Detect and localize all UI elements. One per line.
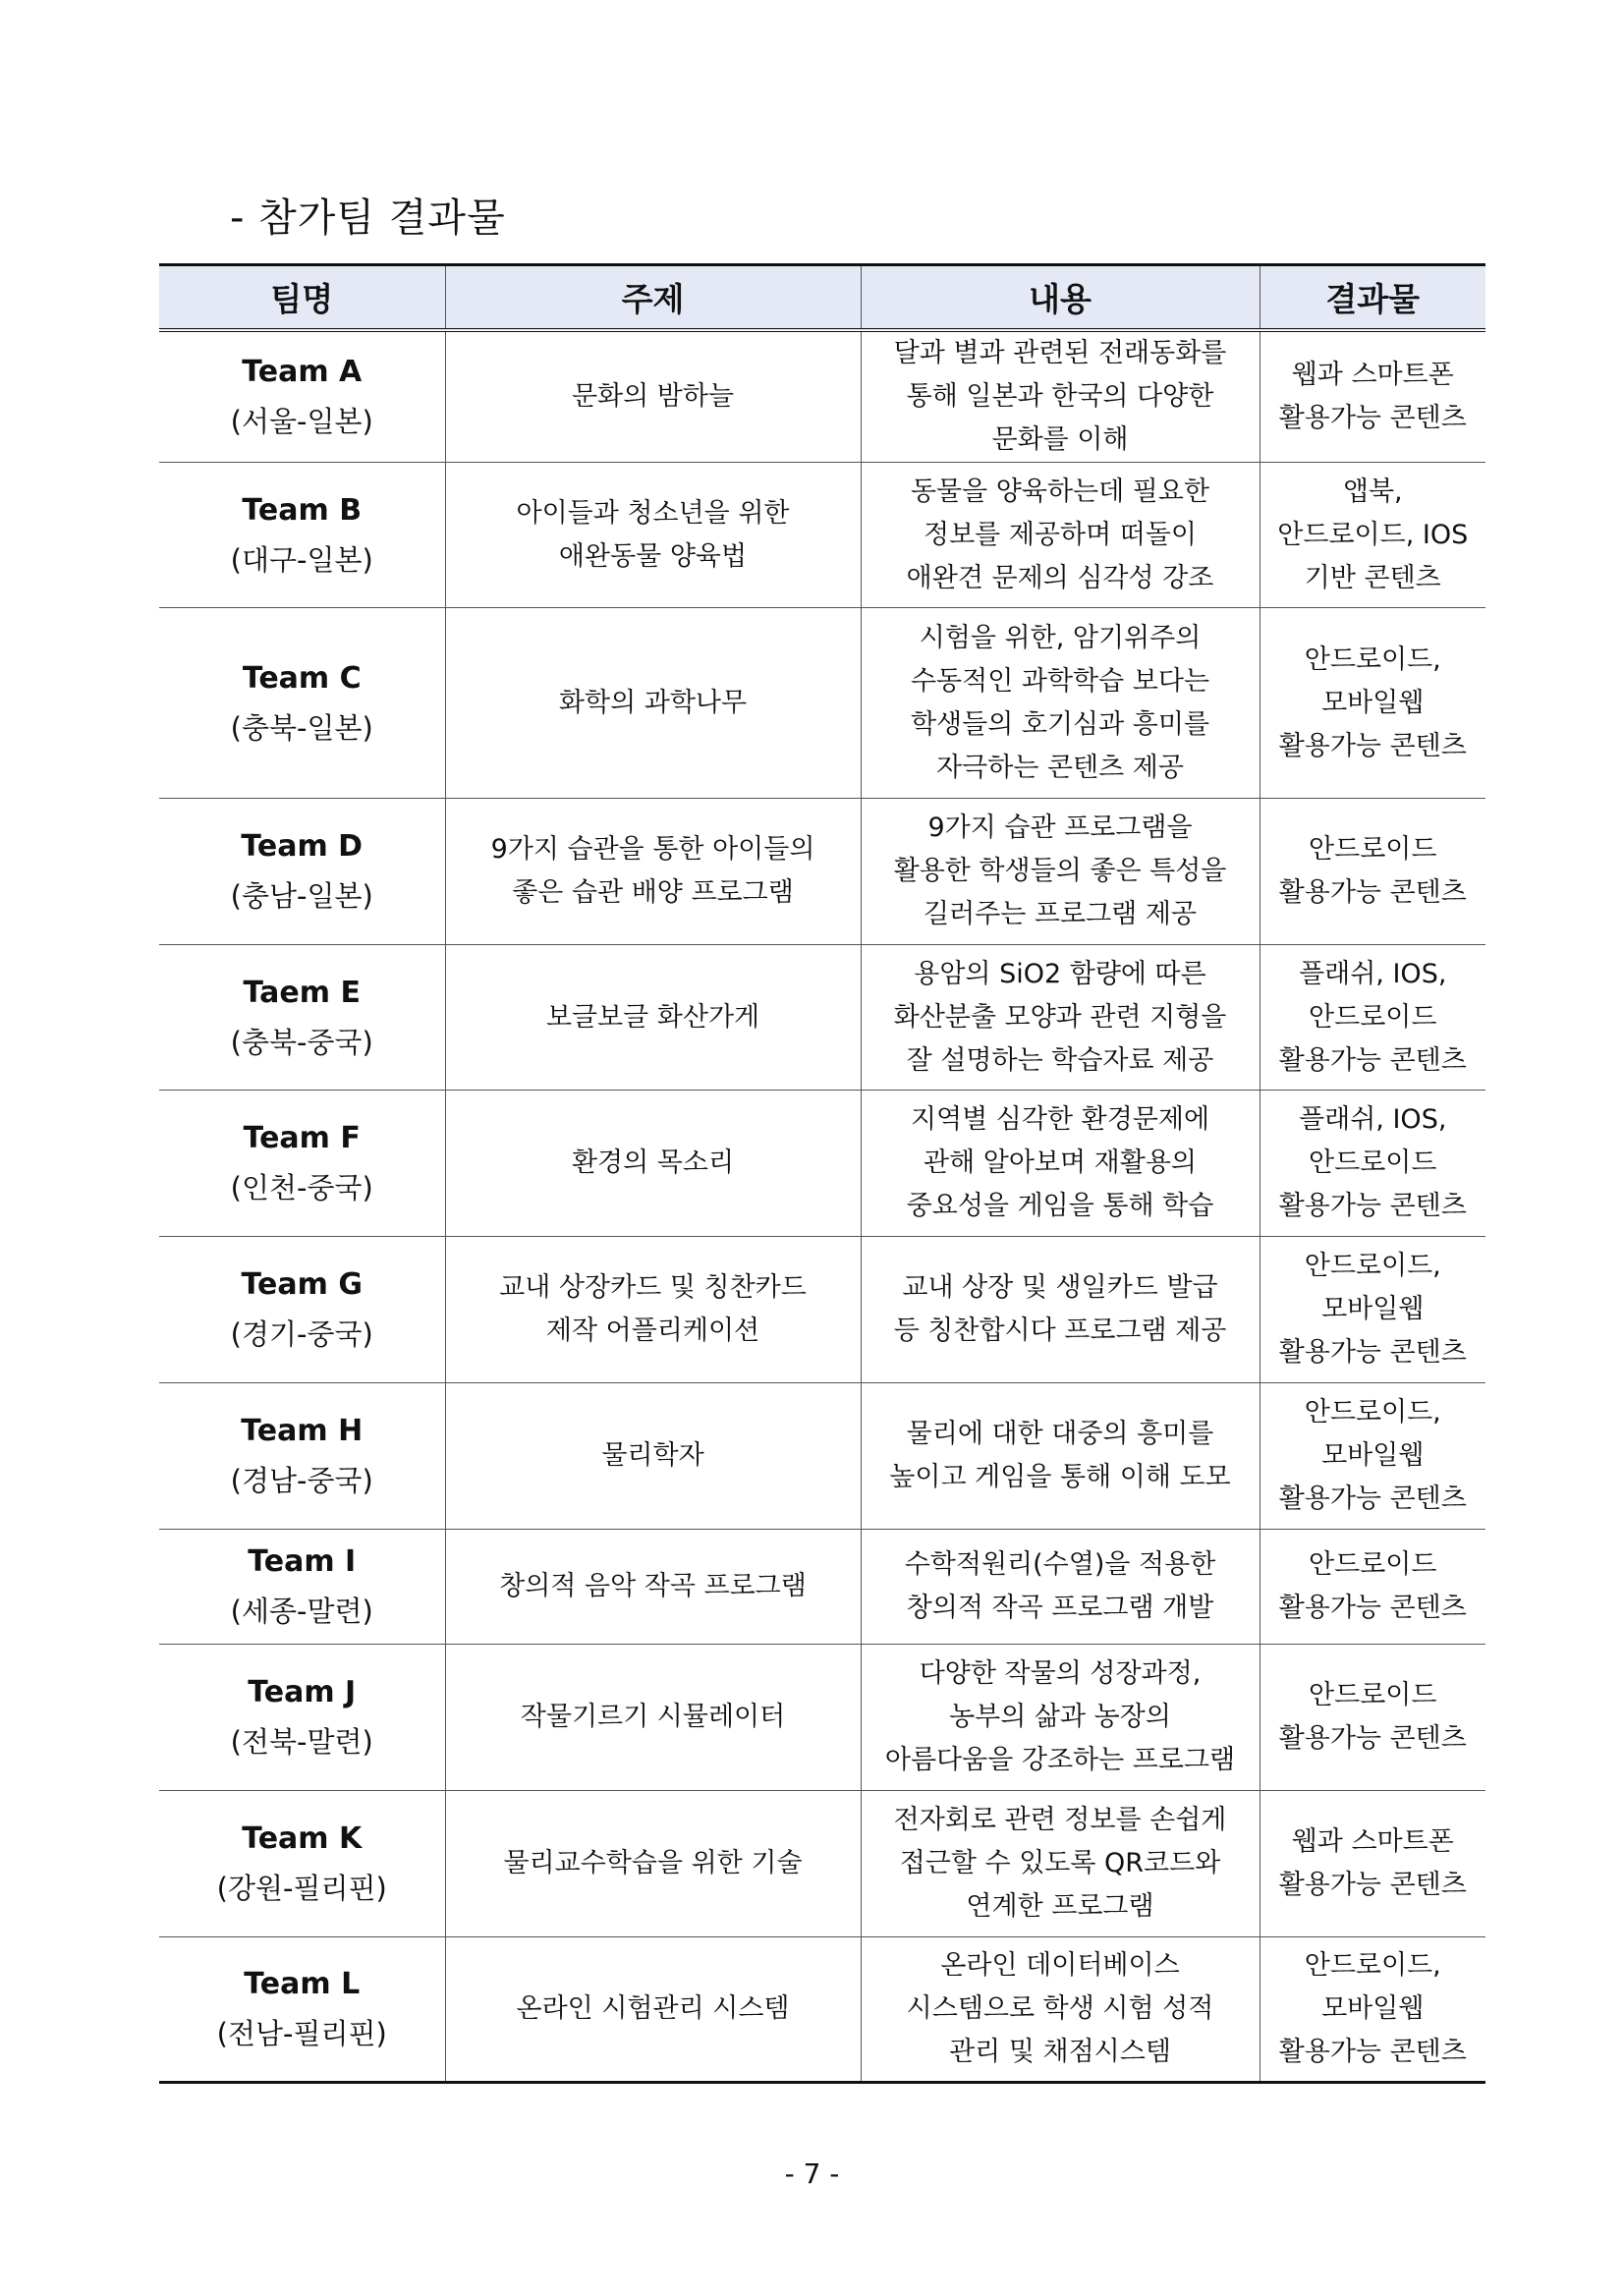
topic-cell bbox=[445, 330, 861, 463]
team-name: Team K bbox=[242, 1821, 363, 1856]
content-cell bbox=[861, 1091, 1260, 1237]
page-number: - 7 - bbox=[784, 2157, 840, 2190]
content-cell bbox=[861, 1237, 1260, 1383]
output-line: 안드로이드, bbox=[1304, 644, 1441, 675]
table-row bbox=[159, 945, 1485, 1091]
content-line: 교내 상장 및 생일카드 발급 bbox=[902, 1272, 1218, 1303]
output-line: 활용가능 콘텐츠 bbox=[1278, 877, 1467, 908]
output-cell bbox=[1260, 1237, 1485, 1383]
team-name: Taem E bbox=[243, 975, 361, 1010]
team-cell bbox=[159, 1091, 445, 1237]
topic-line: 보글보글 화산가게 bbox=[545, 1001, 760, 1033]
content-line: 중요성을 게임을 통해 학습 bbox=[906, 1191, 1214, 1221]
topic-cell bbox=[445, 799, 861, 945]
team-cell bbox=[159, 1383, 445, 1530]
team-name: Team L bbox=[244, 1967, 361, 2001]
table-row bbox=[159, 799, 1485, 945]
output-line: 활용가능 콘텐츠 bbox=[1278, 730, 1467, 761]
content-line: 다양한 작물의 성장과정, bbox=[919, 1658, 1202, 1689]
topic-line: 화학의 과학나무 bbox=[558, 687, 748, 718]
team-cell bbox=[159, 608, 445, 799]
output-line: 모바일웹 bbox=[1321, 1294, 1425, 1324]
team-region: (충북-중국) bbox=[230, 1025, 373, 1059]
content-cell bbox=[861, 945, 1260, 1091]
table-row bbox=[159, 1091, 1485, 1237]
output-line: 웹과 스마트폰 bbox=[1291, 359, 1454, 390]
table-row bbox=[159, 1530, 1485, 1645]
output-cell bbox=[1260, 945, 1485, 1091]
content-line: 수동적인 과학학습 보다는 bbox=[910, 665, 1210, 697]
team-name: Team H bbox=[241, 1414, 364, 1448]
content-cell bbox=[861, 463, 1260, 608]
output-cell bbox=[1260, 608, 1485, 799]
output-line: 활용가능 콘텐츠 bbox=[1278, 1044, 1467, 1076]
content-line: 자극하는 콘텐츠 제공 bbox=[936, 752, 1184, 783]
content-line: 물리에 대한 대중의 흥미를 bbox=[906, 1419, 1214, 1449]
table-row bbox=[159, 463, 1485, 608]
content-line: 연계한 프로그램 bbox=[966, 1891, 1154, 1922]
content-line: 높이고 게임을 통해 이해 도모 bbox=[889, 1462, 1231, 1492]
team-cell bbox=[159, 330, 445, 463]
content-line: 접근할 수 있도록 QR코드와 bbox=[899, 1848, 1221, 1878]
topic-line: 아이들과 청소년을 위한 bbox=[516, 497, 790, 529]
content-cell bbox=[861, 330, 1260, 463]
team-name: Team J bbox=[248, 1675, 357, 1709]
table-row bbox=[159, 1383, 1485, 1530]
content-cell bbox=[861, 799, 1260, 945]
topic-cell bbox=[445, 1091, 861, 1237]
content-line: 동물을 양육하는데 필요한 bbox=[910, 476, 1210, 507]
topic-cell bbox=[445, 1645, 861, 1791]
header-topic: 주제 bbox=[445, 265, 861, 330]
output-line: 활용가능 콘텐츠 bbox=[1278, 402, 1467, 433]
content-cell bbox=[861, 608, 1260, 799]
topic-line: 창의적 음악 작곡 프로그램 bbox=[499, 1571, 807, 1601]
content-line: 창의적 작곡 프로그램 개발 bbox=[906, 1593, 1214, 1623]
content-line: 지역별 심각한 환경문제에 bbox=[910, 1104, 1210, 1135]
header-content: 내용 bbox=[861, 265, 1260, 330]
content-line: 학생들의 호기심과 흥미를 bbox=[910, 708, 1210, 740]
content-line: 시스템으로 학생 시험 성적 bbox=[906, 1993, 1214, 2024]
output-line: 활용가능 콘텐츠 bbox=[1278, 1337, 1467, 1368]
output-cell bbox=[1260, 1091, 1485, 1237]
output-line: 플래쉬, IOS, bbox=[1299, 958, 1447, 989]
output-line: 안드로이드 bbox=[1309, 1549, 1437, 1580]
section-heading: - 참가팀 결과물 bbox=[230, 196, 506, 241]
output-line: 활용가능 콘텐츠 bbox=[1278, 1484, 1467, 1514]
output-cell bbox=[1260, 1645, 1485, 1791]
output-line: 기반 콘텐츠 bbox=[1304, 562, 1441, 593]
topic-line: 9가지 습관을 통한 아이들의 bbox=[490, 834, 815, 865]
content-line: 온라인 데이터베이스 bbox=[940, 1950, 1180, 1981]
output-line: 웹과 스마트폰 bbox=[1291, 1826, 1454, 1857]
team-cell bbox=[159, 1237, 445, 1383]
content-cell bbox=[861, 1937, 1260, 2083]
output-line: 안드로이드, bbox=[1304, 1950, 1441, 1981]
team-region: (인천-중국) bbox=[230, 1171, 373, 1204]
topic-cell bbox=[445, 945, 861, 1091]
output-cell bbox=[1260, 1937, 1485, 2083]
output-cell bbox=[1260, 463, 1485, 608]
output-line: 안드로이드 bbox=[1309, 1001, 1437, 1033]
content-line: 화산분출 모양과 관련 지형을 bbox=[893, 1001, 1227, 1033]
team-name: Team G bbox=[241, 1267, 363, 1302]
output-cell bbox=[1260, 1530, 1485, 1645]
content-line: 등 칭찬합시다 프로그램 제공 bbox=[893, 1316, 1227, 1346]
table-row bbox=[159, 1937, 1485, 2083]
team-cell bbox=[159, 1530, 445, 1645]
topic-cell bbox=[445, 1791, 861, 1937]
team-name: Team A bbox=[242, 354, 363, 389]
team-cell bbox=[159, 799, 445, 945]
topic-cell bbox=[445, 608, 861, 799]
output-cell bbox=[1260, 330, 1485, 463]
content-line: 농부의 삶과 농장의 bbox=[949, 1702, 1171, 1732]
results-table bbox=[159, 263, 1485, 2084]
topic-line: 물리교수학습을 위한 기술 bbox=[503, 1848, 803, 1878]
output-line: 플래쉬, IOS, bbox=[1299, 1104, 1447, 1135]
output-line: 활용가능 콘텐츠 bbox=[1278, 1593, 1467, 1623]
content-line: 9가지 습관 프로그램을 bbox=[927, 812, 1193, 843]
content-line: 관해 알아보며 재활용의 bbox=[924, 1148, 1197, 1178]
output-line: 모바일웹 bbox=[1321, 1440, 1425, 1471]
output-line: 안드로이드, bbox=[1304, 1397, 1441, 1428]
team-cell bbox=[159, 1645, 445, 1791]
content-cell bbox=[861, 1530, 1260, 1645]
output-line: 모바일웹 bbox=[1321, 687, 1425, 718]
team-name: Team C bbox=[242, 660, 362, 696]
content-line: 달과 별과 관련된 전래동화를 bbox=[893, 337, 1227, 368]
content-line: 활용한 학생들의 좋은 특성을 bbox=[893, 856, 1227, 886]
output-cell bbox=[1260, 1383, 1485, 1530]
topic-cell bbox=[445, 1937, 861, 2083]
output-cell bbox=[1260, 1791, 1485, 1937]
header-output: 결과물 bbox=[1260, 265, 1485, 330]
team-region: (서울-일본) bbox=[230, 404, 373, 438]
table-body bbox=[159, 330, 1485, 2083]
topic-cell bbox=[445, 1237, 861, 1383]
content-cell bbox=[861, 1645, 1260, 1791]
team-cell bbox=[159, 463, 445, 608]
output-line: 활용가능 콘텐츠 bbox=[1278, 1723, 1467, 1754]
topic-cell bbox=[445, 1530, 861, 1645]
content-line: 용암의 SiO2 함량에 따른 bbox=[914, 958, 1206, 989]
topic-cell bbox=[445, 1383, 861, 1530]
team-name: Team I bbox=[248, 1544, 357, 1579]
team-region: (경기-중국) bbox=[230, 1317, 373, 1351]
team-region: (전남-필리핀) bbox=[216, 2017, 387, 2050]
topic-line: 좋은 습관 배양 프로그램 bbox=[512, 877, 794, 908]
content-cell bbox=[861, 1383, 1260, 1530]
content-line: 애완견 문제의 심각성 강조 bbox=[906, 562, 1214, 593]
team-region: (대구-일본) bbox=[230, 542, 373, 577]
output-line: 활용가능 콘텐츠 bbox=[1278, 2037, 1467, 2067]
content-line: 잘 설명하는 학습자료 제공 bbox=[906, 1044, 1214, 1076]
topic-cell bbox=[445, 463, 861, 608]
team-name: Team F bbox=[243, 1121, 361, 1155]
team-region: (강원-필리핀) bbox=[216, 1872, 387, 1905]
table-row bbox=[159, 330, 1485, 463]
team-region: (전북-말련) bbox=[230, 1725, 373, 1759]
output-line: 앱북, bbox=[1342, 476, 1403, 507]
team-region: (경남-중국) bbox=[230, 1464, 373, 1497]
team-region: (충남-일본) bbox=[230, 879, 373, 913]
topic-line: 교내 상장카드 및 칭찬카드 bbox=[499, 1272, 807, 1303]
topic-line: 온라인 시험관리 시스템 bbox=[516, 1993, 790, 2024]
topic-line: 물리학자 bbox=[601, 1440, 704, 1471]
table-row bbox=[159, 1645, 1485, 1791]
output-line: 활용가능 콘텐츠 bbox=[1278, 1191, 1467, 1221]
team-cell bbox=[159, 1937, 445, 2083]
output-line: 안드로이드 bbox=[1309, 834, 1437, 865]
content-line: 문화를 이해 bbox=[991, 423, 1129, 455]
output-line: 안드로이드, bbox=[1304, 1251, 1441, 1281]
content-cell bbox=[861, 1791, 1260, 1937]
content-line: 통해 일본과 한국의 다양한 bbox=[906, 380, 1214, 412]
topic-line: 환경의 목소리 bbox=[571, 1148, 735, 1178]
team-region: (충북-일본) bbox=[230, 710, 373, 745]
content-line: 길러주는 프로그램 제공 bbox=[924, 899, 1197, 929]
output-line: 안드로이드, IOS bbox=[1277, 519, 1469, 550]
table-row bbox=[159, 1791, 1485, 1937]
topic-line: 문화의 밤하늘 bbox=[571, 380, 735, 412]
topic-line: 제작 어플리케이션 bbox=[545, 1316, 760, 1346]
content-line: 수학적원리(수열)을 적용한 bbox=[904, 1549, 1216, 1580]
content-line: 전자회로 관련 정보를 손쉽게 bbox=[893, 1805, 1227, 1835]
topic-line: 애완동물 양육법 bbox=[558, 540, 748, 572]
output-line: 활용가능 콘텐츠 bbox=[1278, 1870, 1467, 1900]
output-line: 안드로이드 bbox=[1309, 1680, 1437, 1710]
team-name: Team B bbox=[242, 492, 363, 528]
table-header-row bbox=[159, 265, 1485, 330]
header-team: 팀명 bbox=[159, 265, 445, 330]
output-line: 안드로이드 bbox=[1309, 1148, 1437, 1178]
table-row bbox=[159, 608, 1485, 799]
table-row bbox=[159, 1237, 1485, 1383]
output-cell bbox=[1260, 799, 1485, 945]
content-line: 관리 및 채점시스템 bbox=[949, 2037, 1171, 2067]
team-region: (세종-말련) bbox=[230, 1595, 373, 1628]
topic-line: 작물기르기 시뮬레이터 bbox=[520, 1702, 786, 1732]
team-cell bbox=[159, 1791, 445, 1937]
content-line: 아름다움을 강조하는 프로그램 bbox=[884, 1745, 1236, 1775]
content-line: 정보를 제공하며 떠돌이 bbox=[924, 519, 1197, 550]
output-line: 모바일웹 bbox=[1321, 1993, 1425, 2024]
team-cell bbox=[159, 945, 445, 1091]
team-name: Team D bbox=[241, 829, 364, 864]
content-line: 시험을 위한, 암기위주의 bbox=[919, 622, 1202, 653]
